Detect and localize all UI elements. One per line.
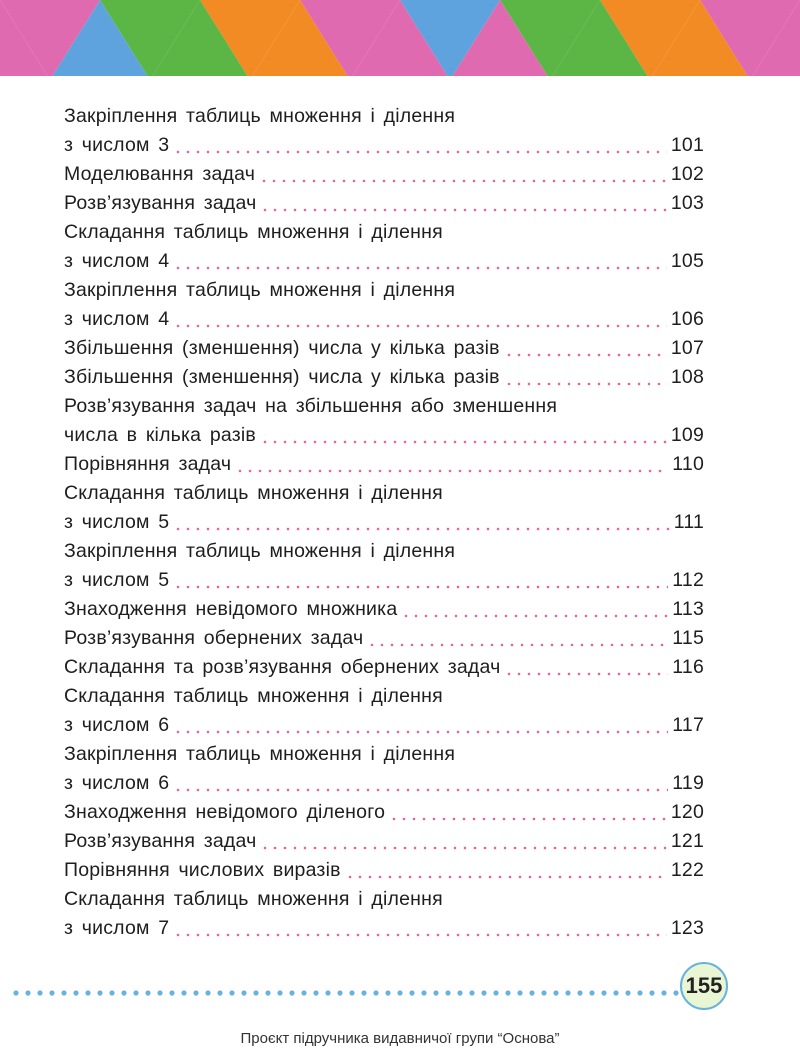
toc-entry-title: Моделювання задач <box>64 163 256 185</box>
footer-dot <box>505 990 510 995</box>
toc-entry-line <box>64 914 704 943</box>
footer-dot <box>109 990 114 995</box>
dot-leader <box>260 846 666 850</box>
toc-entry-title: Закріплення таблиць множення і ділення <box>64 743 456 765</box>
footer-dot <box>493 990 498 995</box>
footer-dot <box>121 990 126 995</box>
footer-dot <box>241 990 246 995</box>
toc-entry-line <box>64 798 704 827</box>
footer-dot <box>277 990 282 995</box>
footer-dot <box>421 990 426 995</box>
dot-leader <box>173 324 667 328</box>
footer-dot <box>181 990 186 995</box>
dot-leader <box>367 643 668 647</box>
toc-page-number: 115 <box>672 627 704 649</box>
toc-entry[interactable] <box>64 334 704 363</box>
footer-dot <box>349 990 354 995</box>
toc-entry-line <box>64 392 704 421</box>
toc-entry-line <box>64 334 704 363</box>
toc-entry-line <box>64 131 704 160</box>
toc-page-number: 113 <box>672 598 704 620</box>
footer-dotted-line <box>12 989 680 997</box>
footer-dot <box>133 990 138 995</box>
toc-page-number: 116 <box>672 656 704 678</box>
toc-entry-line <box>64 102 704 131</box>
footer-dot <box>169 990 174 995</box>
toc-entry-title: Знаходження невідомого множника <box>64 598 398 620</box>
footer-dot <box>301 990 306 995</box>
dot-leader <box>259 179 667 183</box>
toc-entry-title: з числом 7 <box>64 917 170 939</box>
footer-dot <box>337 990 342 995</box>
toc-entry-title: Розв’язування задач <box>64 192 257 214</box>
dot-leader <box>173 585 668 589</box>
toc-entry-title: Порівняння задач <box>64 453 232 475</box>
footer-dot <box>325 990 330 995</box>
toc-entry-title: Збільшення (зменшення) числа у кілька разів <box>64 366 500 388</box>
toc-entry-title: Розв’язування задач <box>64 830 257 852</box>
dot-leader <box>389 817 667 821</box>
toc-entry-title: з числом 4 <box>64 308 170 330</box>
footer-dot <box>529 990 534 995</box>
footer-dot <box>589 990 594 995</box>
toc-entry-line <box>64 856 704 885</box>
footer-dot <box>433 990 438 995</box>
dot-leader <box>401 614 668 618</box>
toc-entry[interactable] <box>64 102 704 160</box>
toc-entry-title: Закріплення таблиць множення і ділення <box>64 279 456 301</box>
toc-entry-line <box>64 305 704 334</box>
footer-dot <box>541 990 546 995</box>
toc-entry-line <box>64 160 704 189</box>
publisher-note: Проєкт підручника видавничої групи “Основа” <box>240 1030 560 1047</box>
toc-entry-line <box>64 682 704 711</box>
footer-dot <box>661 990 666 995</box>
toc-entry-title: Закріплення таблиць множення і ділення <box>64 105 456 127</box>
toc-entry[interactable] <box>64 189 704 218</box>
footer-dot <box>265 990 270 995</box>
toc-entry-line <box>64 508 704 537</box>
dot-leader <box>260 440 667 444</box>
toc-entry-title: Складання таблиць множення і ділення <box>64 221 443 243</box>
toc-entry[interactable] <box>64 856 704 885</box>
toc-entry-title: Закріплення таблиць множення і ділення <box>64 540 456 562</box>
toc-page-number: 108 <box>670 366 704 388</box>
footer-dot <box>145 990 150 995</box>
toc-page-number: 102 <box>670 163 704 185</box>
toc-entry-line <box>64 740 704 769</box>
dot-leader <box>260 208 666 212</box>
toc-entry-line <box>64 363 704 392</box>
toc-entry-title: Складання таблиць множення і ділення <box>64 888 443 910</box>
toc-entry-title: Складання та розв’язування обернених задач <box>64 656 501 678</box>
toc-entry[interactable] <box>64 827 704 856</box>
dot-leader <box>173 266 667 270</box>
toc-page-number: 105 <box>670 250 704 272</box>
toc-entry[interactable] <box>64 276 704 334</box>
footer-dot <box>553 990 558 995</box>
dot-leader <box>345 875 667 879</box>
table-of-contents <box>64 102 704 943</box>
footer-dot <box>517 990 522 995</box>
footer-dot <box>97 990 102 995</box>
footer-dot <box>445 990 450 995</box>
toc-entry[interactable] <box>64 682 704 740</box>
footer-dot <box>601 990 606 995</box>
dot-leader <box>235 469 668 473</box>
toc-entry[interactable] <box>64 885 704 943</box>
footer-dot <box>205 990 210 995</box>
footer-dot <box>289 990 294 995</box>
page-number-badge: 155 <box>680 962 728 1010</box>
toc-entry-line <box>64 218 704 247</box>
footer-dot <box>217 990 222 995</box>
toc-entry-line <box>64 247 704 276</box>
toc-entry-title: числа в кілька разів <box>64 424 256 446</box>
footer-dot <box>49 990 54 995</box>
toc-entry-title: з числом 4 <box>64 250 170 272</box>
footer-dot <box>13 990 18 995</box>
toc-entry-title: з числом 5 <box>64 569 170 591</box>
footer-dot <box>37 990 42 995</box>
toc-entry-line <box>64 711 704 740</box>
footer-dot <box>397 990 402 995</box>
footer-dot <box>193 990 198 995</box>
toc-page-number: 121 <box>670 830 704 852</box>
toc-entry-title: з числом 5 <box>64 511 170 533</box>
decorative-banner <box>0 0 800 80</box>
toc-entry-line <box>64 421 704 450</box>
toc-entry-title: Складання таблиць множення і ділення <box>64 482 443 504</box>
toc-entry[interactable] <box>64 595 704 624</box>
toc-page-number: 123 <box>670 917 704 939</box>
toc-entry-title: Знаходження невідомого діленого <box>64 801 386 823</box>
dot-leader <box>173 150 667 154</box>
toc-entry-title: з числом 6 <box>64 714 170 736</box>
footer-dot <box>613 990 618 995</box>
toc-entry[interactable] <box>64 479 704 537</box>
footer-dot <box>385 990 390 995</box>
toc-entry-line <box>64 769 704 798</box>
toc-entry[interactable] <box>64 363 704 392</box>
toc-entry-line <box>64 653 704 682</box>
toc-page-number: 101 <box>670 134 704 156</box>
footer-dot <box>565 990 570 995</box>
toc-entry-line <box>64 276 704 305</box>
toc-entry-title: Збільшення (зменшення) числа у кілька разів <box>64 337 500 359</box>
footer-dot <box>157 990 162 995</box>
toc-entry[interactable] <box>64 392 704 450</box>
toc-entry[interactable] <box>64 740 704 798</box>
dot-leader <box>504 672 668 676</box>
banner-edge <box>0 76 800 80</box>
footer-dot <box>457 990 462 995</box>
dot-leader <box>173 788 668 792</box>
footer-dot <box>409 990 414 995</box>
toc-entry-line <box>64 479 704 508</box>
footer-dot <box>577 990 582 995</box>
footer-dot <box>253 990 258 995</box>
toc-page-number: 122 <box>670 859 704 881</box>
toc-page-number: 109 <box>670 424 704 446</box>
footer-dot <box>481 990 486 995</box>
toc-entry-title: Порівняння числових виразів <box>64 859 341 881</box>
footer-dot <box>469 990 474 995</box>
toc-entry-line <box>64 885 704 914</box>
footer-dot <box>361 990 366 995</box>
toc-page-number: 119 <box>672 772 704 794</box>
toc-entry[interactable] <box>64 450 704 479</box>
toc-entry[interactable] <box>64 798 704 827</box>
dot-leader <box>173 933 667 937</box>
toc-entry-line <box>64 827 704 856</box>
toc-entry-title: Розв’язування задач на збільшення або зменшення <box>64 395 558 417</box>
dot-leader <box>173 730 668 734</box>
toc-entry-title: Розв’язування обернених задач <box>64 627 364 649</box>
toc-page-number: 111 <box>673 511 704 533</box>
toc-page-number: 117 <box>672 714 704 736</box>
toc-page-number: 120 <box>670 801 704 823</box>
toc-entry[interactable] <box>64 624 704 653</box>
toc-entry-line <box>64 450 704 479</box>
toc-entry-line <box>64 189 704 218</box>
footer-dot <box>673 990 678 995</box>
toc-entry-line <box>64 624 704 653</box>
dot-leader <box>504 353 667 357</box>
footer-dot <box>637 990 642 995</box>
footer-dot <box>649 990 654 995</box>
toc-entry-line <box>64 566 704 595</box>
toc-entry-line <box>64 537 704 566</box>
toc-entry[interactable] <box>64 653 704 682</box>
dot-leader <box>504 382 667 386</box>
toc-page-number: 112 <box>672 569 704 591</box>
toc-page-number: 110 <box>672 453 704 475</box>
toc-entry[interactable] <box>64 160 704 189</box>
dot-leader <box>173 527 669 531</box>
footer-dot <box>313 990 318 995</box>
footer-dot <box>73 990 78 995</box>
toc-entry-title: Складання таблиць множення і ділення <box>64 685 443 707</box>
footer-dot <box>373 990 378 995</box>
footer-dot <box>25 990 30 995</box>
footer-dot <box>229 990 234 995</box>
toc-page-number: 107 <box>670 337 704 359</box>
toc-page-number: 106 <box>670 308 704 330</box>
footer-dot <box>61 990 66 995</box>
toc-entry-title: з числом 3 <box>64 134 170 156</box>
toc-entry-line <box>64 595 704 624</box>
toc-entry[interactable] <box>64 218 704 276</box>
footer-dot <box>85 990 90 995</box>
footer-dot <box>625 990 630 995</box>
toc-page-number: 103 <box>670 192 704 214</box>
toc-entry-title: з числом 6 <box>64 772 170 794</box>
toc-entry[interactable] <box>64 537 704 595</box>
